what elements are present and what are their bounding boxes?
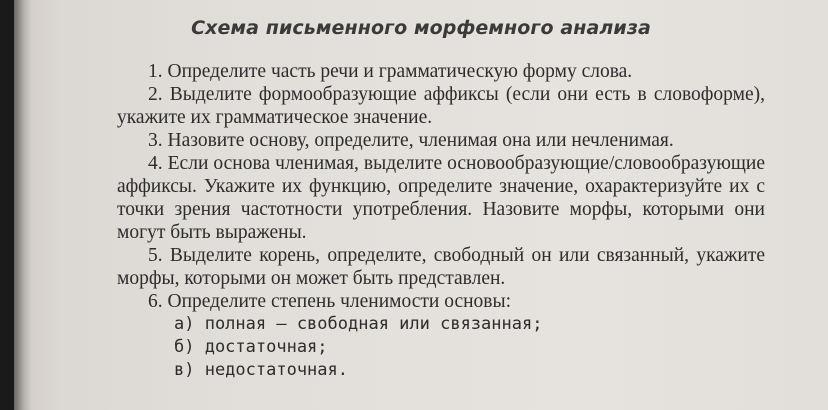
- list-item-3: 3. Назовите основу, определите, членимая она или нечленимая.: [148, 130, 674, 151]
- list-item-5: 5. Выделите корень, определите, свободный он или связанный, укажите морфы, которыми он может быть представлен.: [117, 245, 765, 289]
- page-gutter-shadow: [14, 0, 32, 410]
- book-page: [14, 0, 828, 410]
- page-title: Схема письменного морфемного анализа: [191, 17, 651, 39]
- sub-item-c: в) недостаточная.: [174, 360, 348, 380]
- instruction-list: [117, 60, 765, 382]
- list-item-4: 4. Если основа членимая, выделите основообразующие/словообразующие аффиксы. Укажите их функцию, определите значение, охарактеризуйте их с точки зрения частотности употребления. Назовите морфы, которыми они могут быть выражены.: [117, 153, 765, 243]
- list-item-2: 2. Выделите формообразующие аффиксы (если они есть в словоформе), укажите их грамматическое значение.: [117, 84, 765, 128]
- list-item-6: 6. Определите степень членимости основы:: [148, 291, 512, 312]
- list-item-1: 1. Определите часть речи и грамматическую форму слова.: [148, 61, 633, 82]
- sub-item-b: б) достаточная;: [174, 337, 328, 357]
- sub-item-a: а) полная — свободная или связанная;: [174, 314, 543, 334]
